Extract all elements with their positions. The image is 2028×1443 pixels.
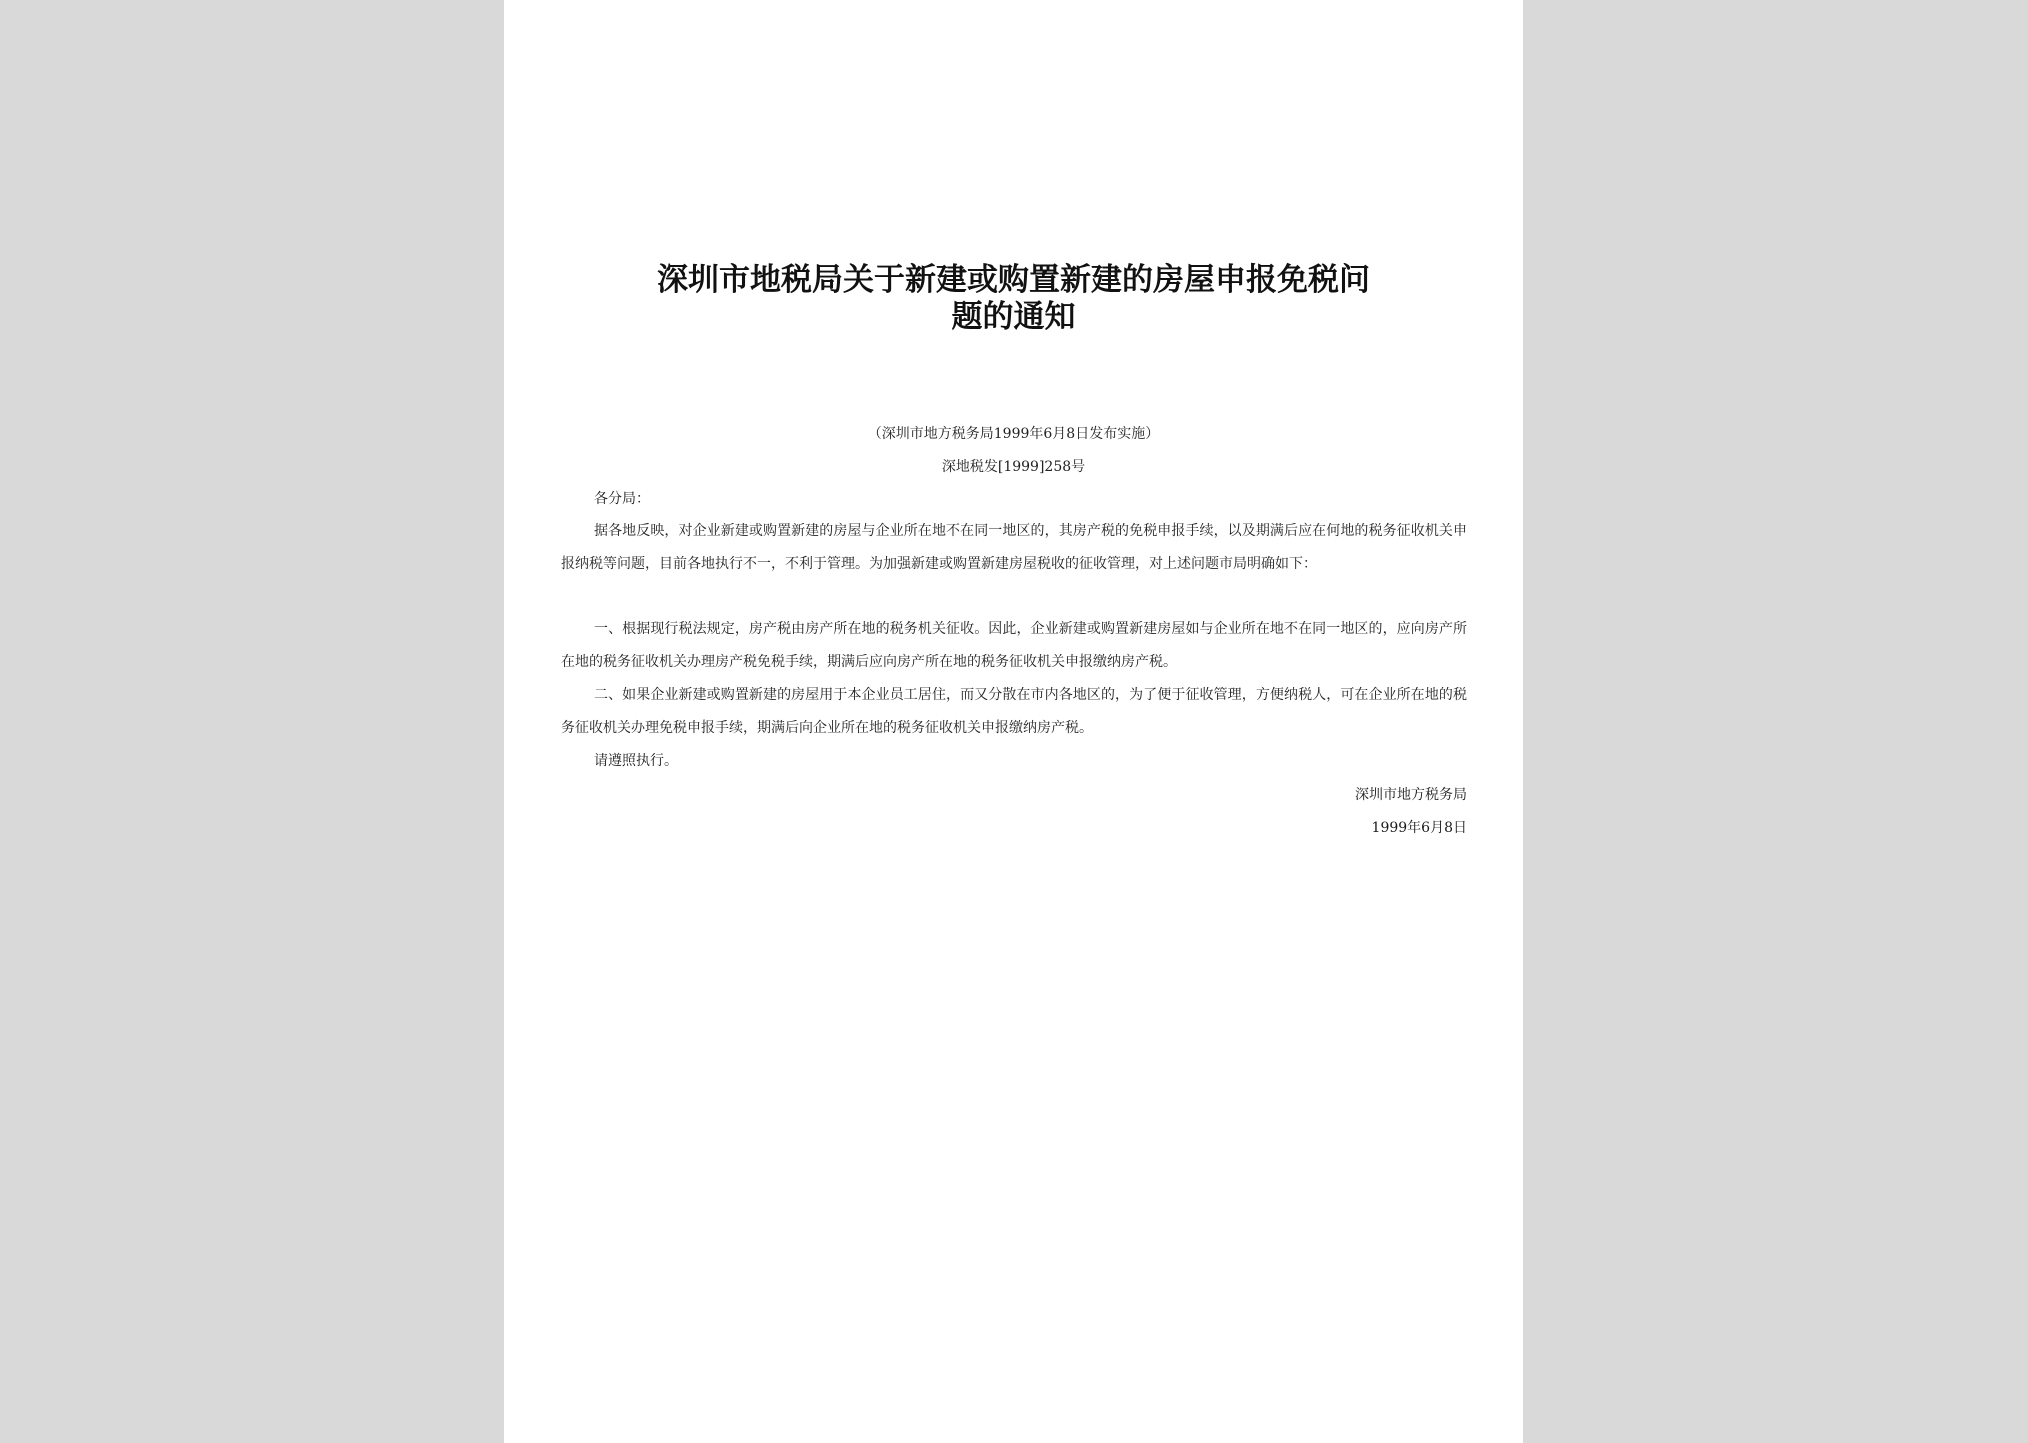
- document-page: [504, 0, 1523, 1443]
- title-line-1: 深圳市地税局关于新建或购置新建的房屋申报免税问: [657, 262, 1370, 298]
- signature-date: 1999年6月8日: [1371, 820, 1467, 836]
- paragraph-item-1: 一、根据现行税法规定，房产税由房产所在地的税务机关征收。因此，企业新建或购置新建房屋如与企业所在地不在同一地区的，应向房产所在地的税务征收机关办理房产税免税手续，期满后应向房产所在地的税务征收机关申报缴纳房产税。: [561, 621, 1467, 670]
- document-title: [564, 262, 1463, 336]
- issue-note: （深圳市地方税务局1999年6月8日发布实施）: [867, 426, 1160, 442]
- salutation: 各分局：: [594, 491, 650, 507]
- closing-line: 请遵照执行。: [594, 753, 678, 769]
- title-line-2: 题的通知: [951, 299, 1076, 335]
- paragraph-item-2: 二、如果企业新建或购置新建的房屋用于本企业员工居住，而又分散在市内各地区的，为了便于征收管理，方便纳税人，可在企业所在地的税务征收机关办理免税申报手续，期满后向企业所在地的税务征收机关申报缴纳房产税。: [561, 687, 1467, 736]
- document-number: 深地税发[1999]258号: [941, 459, 1086, 475]
- paragraph-intro: 据各地反映，对企业新建或购置新建的房屋与企业所在地不在同一地区的，其房产税的免税申报手续，以及期满后应在何地的税务征收机关申报纳税等问题，目前各地执行不一，不利于管理。为加强新建或购置新建房屋税收的征收管理，对上述问题市局明确如下：: [561, 523, 1467, 572]
- signature-organization: 深圳市地方税务局: [1355, 787, 1467, 803]
